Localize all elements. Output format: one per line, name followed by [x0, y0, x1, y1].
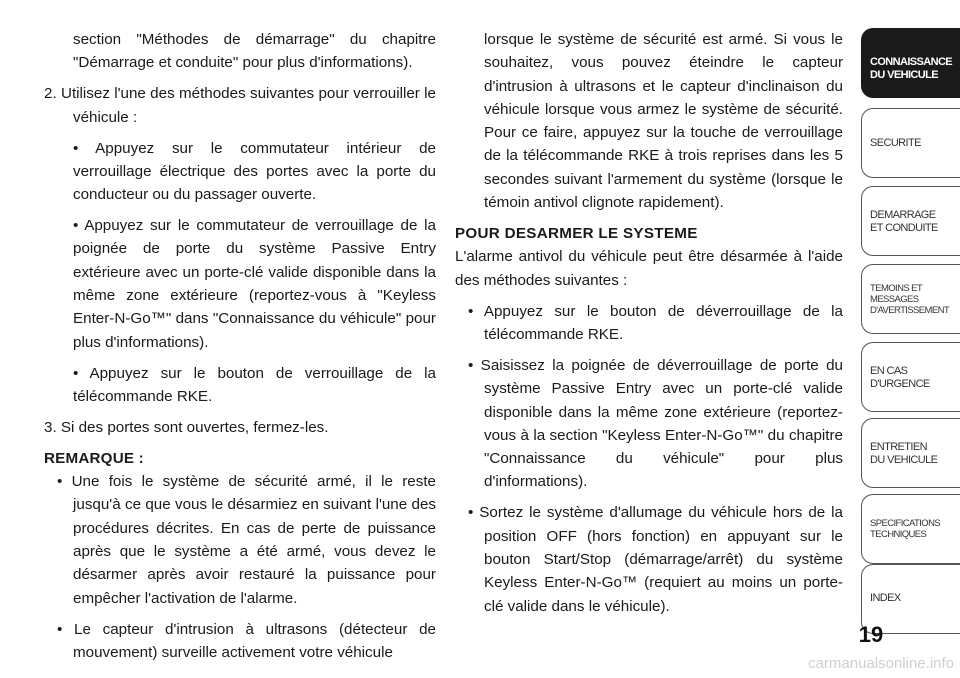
tab-label: ET CONDUITE	[870, 222, 938, 234]
numbered-step: 3. Si des portes sont ouvertes, fermez-les.	[44, 418, 329, 436]
watermark: carmanualsonline.info	[808, 655, 954, 672]
tab-label: TECHNIQUES	[870, 529, 927, 540]
tab-label: MESSAGES	[870, 294, 919, 305]
tab-securite[interactable]	[861, 108, 960, 178]
tab-label: INDEX	[870, 592, 901, 604]
tab-label: TEMOINS ET	[870, 283, 923, 294]
tab-label: ENTRETIEN	[870, 441, 927, 453]
tab-label: DU VEHICULE	[870, 454, 938, 466]
paragraph: L'alarme antivol du véhicule peut être désarmée à l'aide des méthodes suivantes :	[455, 248, 843, 289]
bullet-item: • Une fois le système de sécurité armé, il le reste jusqu'à ce que vous le désarmiez en suivant l'une des procédures décrites. En cas de perte de puissance après que le système a été armé, vous devez le désarmer après avoir restauré la puissance pour empêcher l'activation de l'alarme.	[57, 473, 436, 607]
bullet-item: • Appuyez sur le bouton de déverrouillage de la télécommande RKE.	[468, 302, 843, 343]
tab-temoins-messages[interactable]	[861, 264, 960, 334]
paragraph: lorsque le système de sécurité est armé. Si vous le souhaitez, vous pouvez éteindre le capteur d'intrusion à ultrasons et le capteur d'inclinaison du véhicule lorsque vous armez le système de sécurité. Pour ce faire, appuyez sur la touche de verrouillage de la télécommande RKE à trois reprises dans les 5 secondes suivant l'armement du système (lorsque le témoin antivol clignote rapidement).	[484, 31, 843, 212]
tab-label: SECURITE	[870, 137, 921, 149]
bullet-item: • Appuyez sur le commutateur de verrouillage de la poignée de porte du système Passive Entry extérieure avec un porte-clé valide disponible dans la même zone extérieure (reportez-vous à "Keyless Enter-N-Go™" dans "Connaissance du véhicule" pour plus d'informations).	[73, 217, 436, 351]
tab-label: DU VEHICULE	[870, 69, 938, 81]
paragraph: section "Méthodes de démarrage" du chapitre "Démarrage et conduite" pour plus d'informations).	[73, 31, 436, 72]
tab-connaissance-vehicule[interactable]	[861, 28, 960, 98]
bullet-item: • Saisissez la poignée de déverrouillage de porte du système Passive Entry avec un porte-clé valide disponible dans la même zone extérieure (reportez-vous à la section "Keyless Enter-N-Go™" du chapitre "Connaissance du véhicule" pour plus d'informations).	[468, 356, 843, 491]
tab-label: CONNAISSANCE	[870, 56, 953, 68]
bullet-item: • Appuyez sur le bouton de verrouillage de la télécommande RKE.	[73, 364, 436, 405]
tab-label: EN CAS	[870, 365, 908, 377]
tab-en-cas-urgence[interactable]	[861, 342, 960, 412]
numbered-step: 2. Utilisez l'une des méthodes suivantes pour verrouiller le véhicule :	[44, 85, 436, 126]
tab-entretien-vehicule[interactable]	[861, 418, 960, 488]
bullet-item: • Sortez le système d'allumage du véhicule hors de la position OFF (hors fonction) en appuyant sur le bouton Start/Stop (démarrage/arrêt) du système Keyless Enter-N-Go™ (requiert au moins un porte-clé valide dans le véhicule).	[468, 504, 843, 615]
tab-label: D'AVERTISSEMENT	[870, 305, 950, 316]
tab-label: SPECIFICATIONS	[870, 518, 941, 529]
tab-label: DEMARRAGE	[870, 209, 936, 221]
tab-specifications-techniques[interactable]	[861, 494, 960, 564]
left-column	[44, 28, 436, 672]
section-heading: REMARQUE :	[44, 449, 144, 467]
tab-label: D'URGENCE	[870, 378, 930, 390]
tab-demarrage-conduite[interactable]	[861, 186, 960, 256]
section-heading: POUR DESARMER LE SYSTEME	[455, 225, 698, 243]
bullet-item: • Le capteur d'intrusion à ultrasons (détecteur de mouvement) surveille activement votre véhicule	[57, 620, 436, 661]
right-column	[455, 28, 843, 626]
page-number: 19	[858, 622, 884, 647]
chapter-tabs	[861, 28, 960, 648]
bullet-item: • Appuyez sur le commutateur intérieur de verrouillage électrique des portes avec la porte du conducteur ou du passager ouverte.	[73, 139, 436, 204]
